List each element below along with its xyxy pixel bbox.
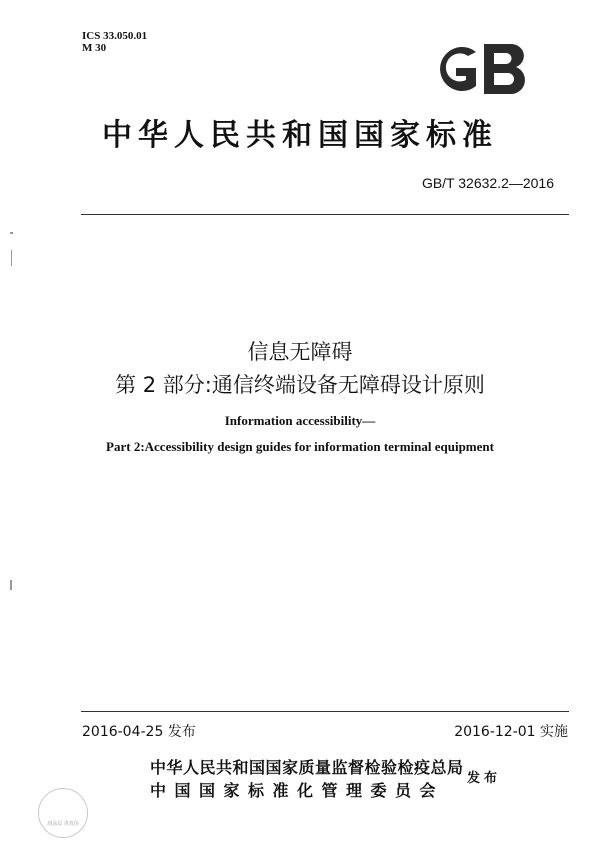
national-standard-title: 中华人民共和国国家标准 [102,118,498,153]
document-title-cn: 信息无障碍 [247,340,353,364]
margin-mark [10,580,12,590]
publish-label: 发布 [467,771,502,786]
ccs-code: M 30 [82,42,107,54]
issue-date: 2016-04-25 发布 [82,724,196,740]
classification-codes [82,30,147,54]
header-divider [81,214,569,215]
gb-logo [426,38,536,100]
document-subtitle-cn: 第 2 部分:通信终端设备无障碍设计原则 [115,373,485,397]
standard-number: GB/T 32632.2—2016 [421,175,554,191]
stamp-label: 刮涂层 查真伪 [47,821,79,827]
ics-code: ICS 33.050.01 [82,30,148,42]
document-title-en: Information accessibility— [224,413,376,428]
publisher-sac: 中国国家标准化管理委员会 [150,781,445,800]
publisher-aqsiq: 中华人民共和国国家质量监督检验检疫总局 [150,758,464,777]
anti-counterfeit-stamp [38,788,88,838]
footer-divider [81,711,569,712]
margin-mark [10,232,13,234]
margin-mark [11,250,12,266]
document-subtitle-en: Part 2:Accessibility design guides for information terminal equipment [106,439,494,454]
implementation-date: 2016-12-01 实施 [454,724,568,740]
